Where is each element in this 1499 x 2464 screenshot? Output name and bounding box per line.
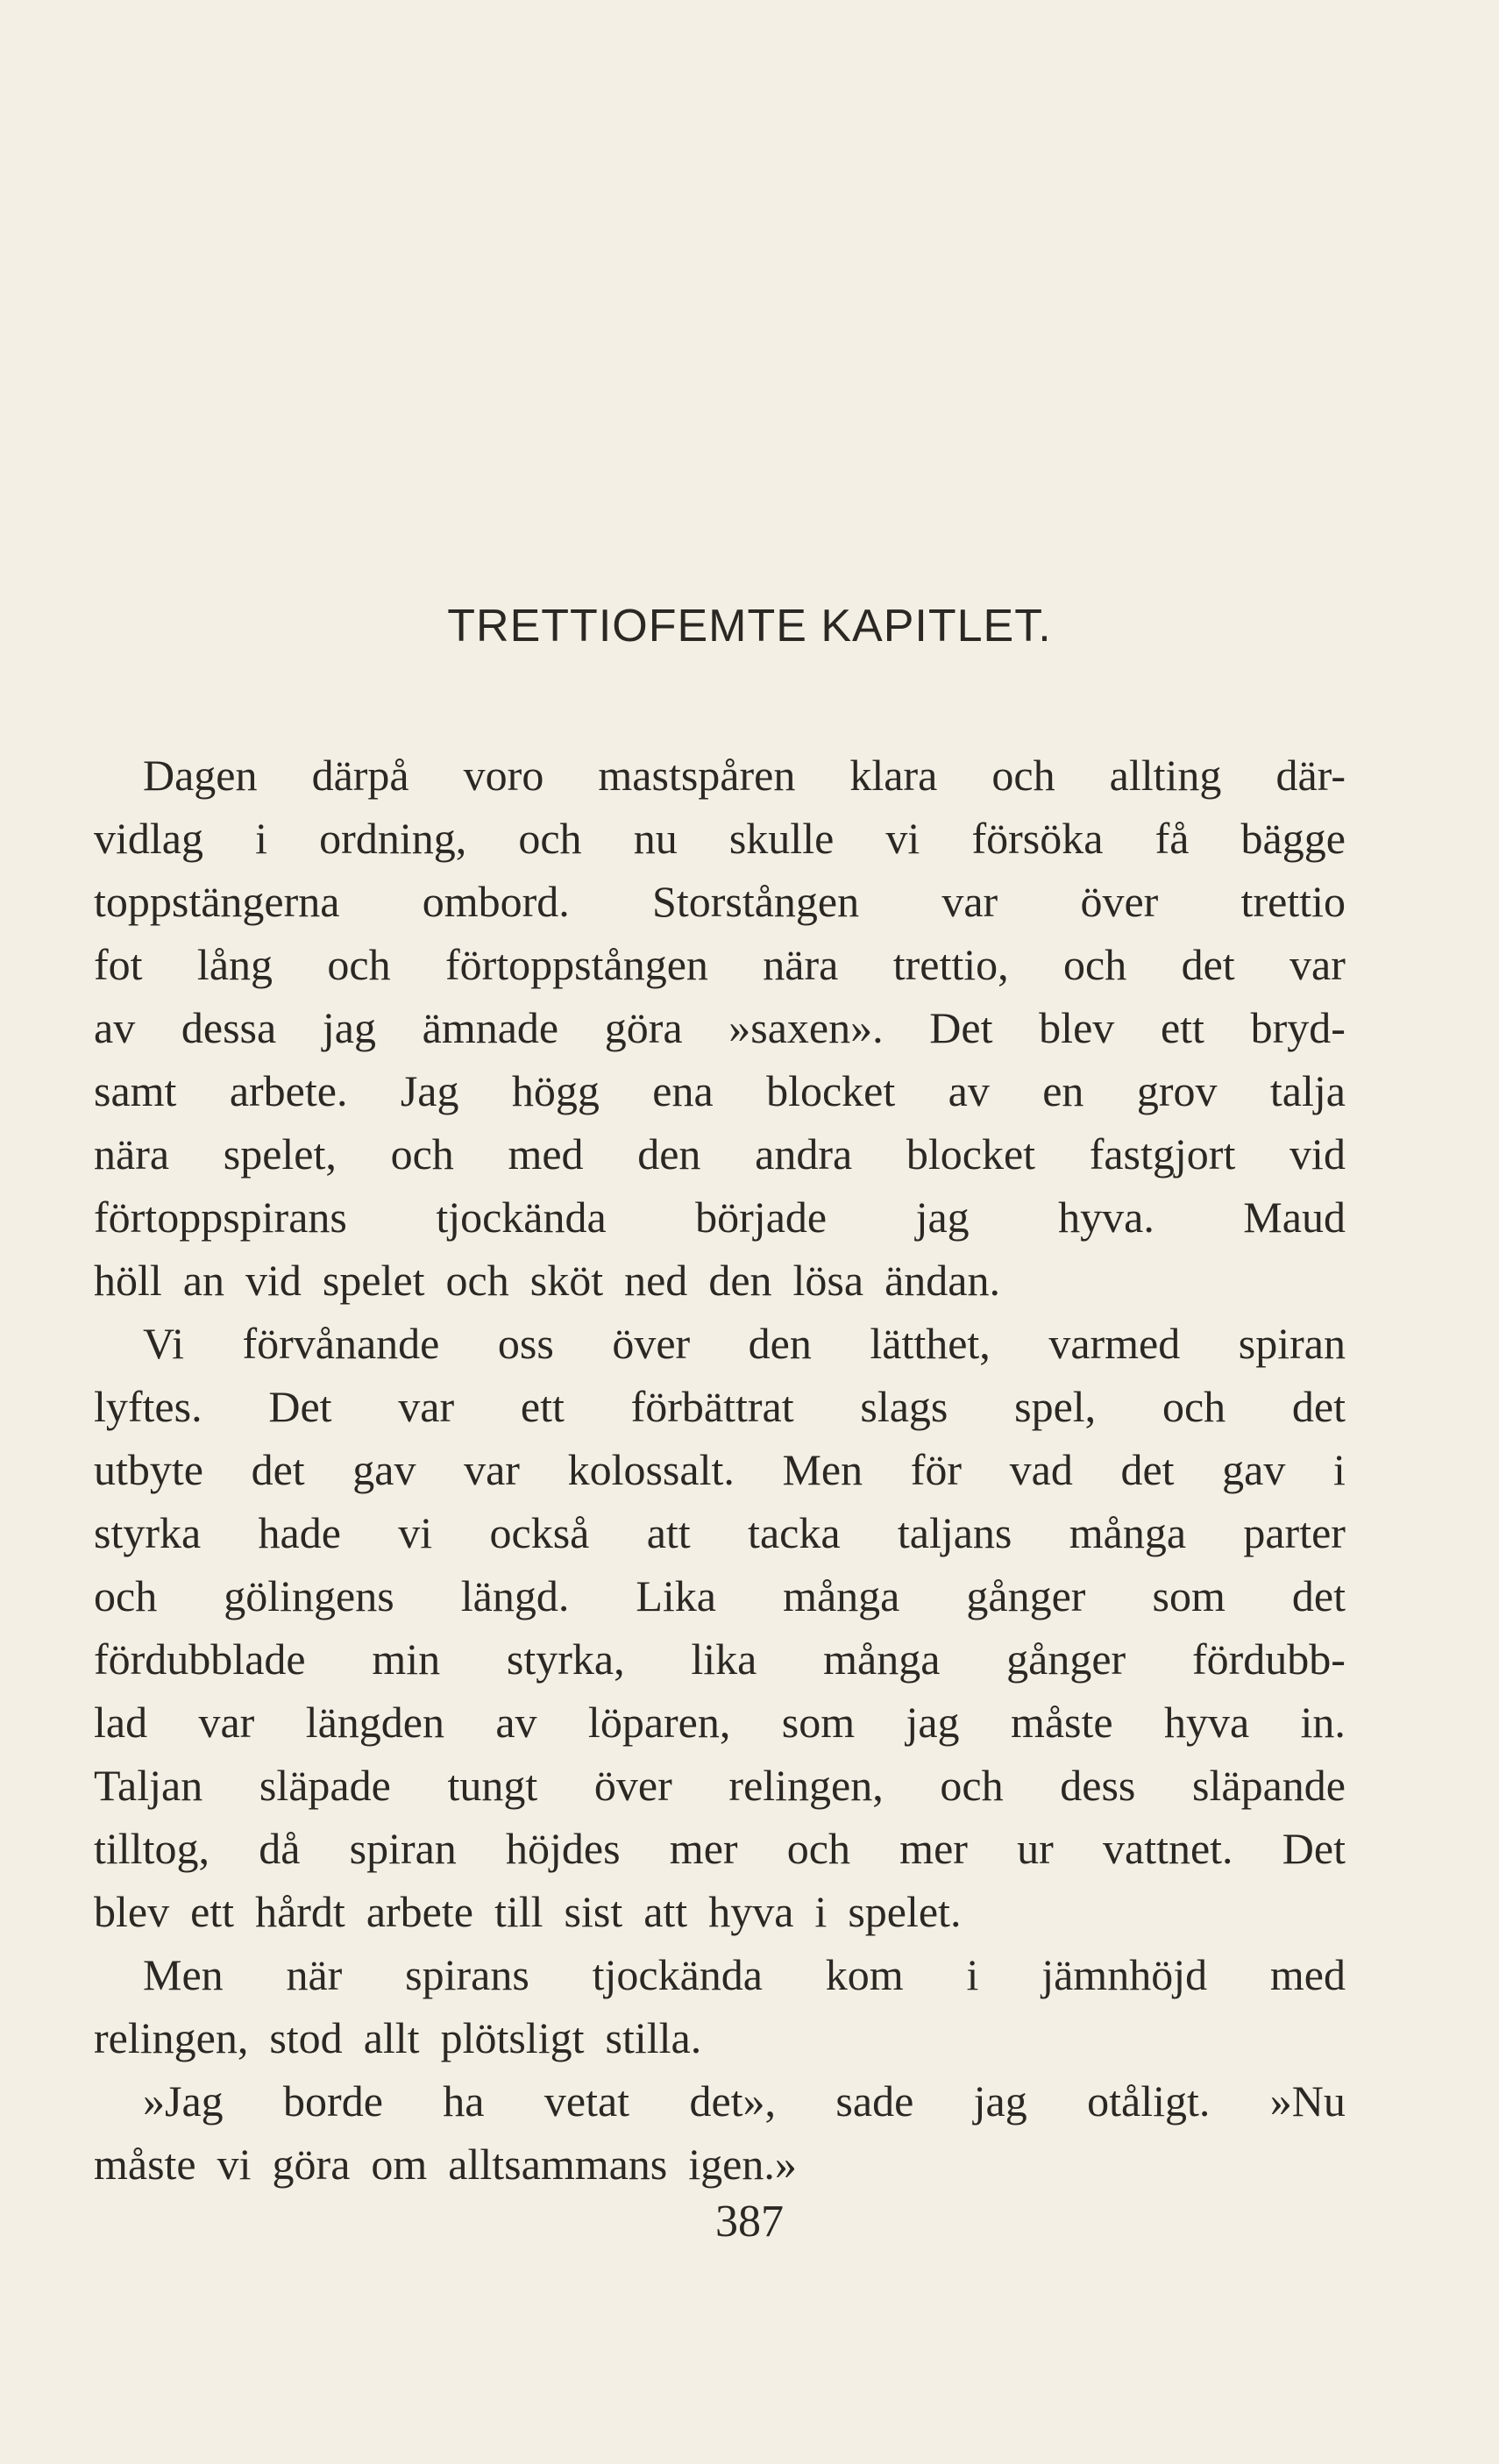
text-line: lad var längden av löparen, som jag måste hyva in. bbox=[94, 1698, 1346, 1747]
text-line: Vi förvånande oss över den lätthet, varmed spiran bbox=[143, 1319, 1346, 1368]
text-line: styrka hade vi också att tacka taljans många parter bbox=[94, 1508, 1346, 1557]
page-number: 387 bbox=[715, 2197, 784, 2247]
text-line: förtoppspirans tjockända började jag hyva. Maud bbox=[94, 1193, 1346, 1242]
text-line: samt arbete. Jag högg ena blocket av en grov talja bbox=[94, 1066, 1346, 1115]
text-line: höll an vid spelet och sköt ned den lösa ändan. bbox=[94, 1256, 1000, 1305]
chapter-title: TRETTIOFEMTE KAPITLET. bbox=[447, 601, 1052, 652]
text-line: blev ett hårdt arbete till sist att hyva i spelet. bbox=[94, 1887, 962, 1936]
text-line: relingen, stod allt plötsligt stilla. bbox=[94, 2013, 702, 2062]
text-line: toppstängerna ombord. Storstången var över trettio bbox=[94, 877, 1346, 926]
text-line: måste vi göra om alltsammans igen.» bbox=[94, 2140, 797, 2189]
text-line: fot lång och förtoppstången nära trettio, och det var bbox=[94, 940, 1346, 989]
text-line: Men när spirans tjockända kom i jämnhöjd med bbox=[143, 1950, 1346, 1999]
text-line: utbyte det gav var kolossalt. Men för vad det gav i bbox=[94, 1445, 1346, 1494]
text-line: Dagen därpå voro mastspåren klara och allting där- bbox=[143, 751, 1346, 800]
text-line: fördubblade min styrka, lika många gånger fördubb- bbox=[94, 1634, 1346, 1684]
text-line: av dessa jag ämnade göra »saxen». Det blev ett bryd- bbox=[94, 1003, 1346, 1052]
text-line: nära spelet, och med den andra blocket fastgjort vid bbox=[94, 1129, 1346, 1179]
text-line: vidlag i ordning, och nu skulle vi försöka få bägge bbox=[94, 814, 1346, 863]
text-line: och gölingens längd. Lika många gånger som det bbox=[94, 1571, 1346, 1620]
body-text bbox=[94, 744, 1346, 2196]
text-line: lyftes. Det var ett förbättrat slags spel, och det bbox=[94, 1382, 1346, 1431]
text-line: tilltog, då spiran höjdes mer och mer ur vattnet. Det bbox=[94, 1824, 1346, 1873]
text-line: »Jag borde ha vetat det», sade jag otåligt. »Nu bbox=[143, 2076, 1346, 2126]
text-line: Taljan släpade tungt över relingen, och dess släpande bbox=[94, 1761, 1346, 1810]
